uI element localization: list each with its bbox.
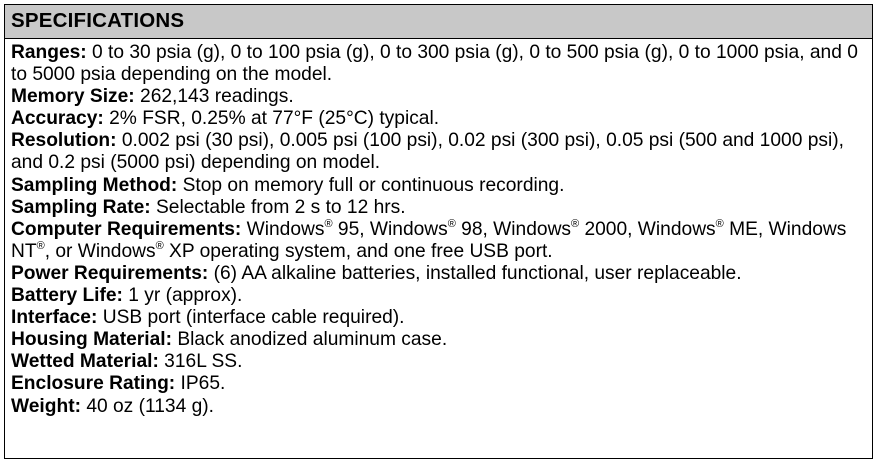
registered-mark: ® [447,217,456,230]
registered-mark: ® [155,239,164,252]
spec-memory-size [11,86,866,108]
spec-value: 0 to 30 psia (g), 0 to 100 psia (g), 0 to 300 psia (g), 0 to 500 psia (g), 0 to 1000 psia, and 0 to 5000 psia depending on the model. [11,42,858,86]
spec-housing-material [11,329,866,351]
specifications-panel [4,4,873,459]
spec-label: Weight: [11,395,81,417]
specifications-list [5,39,872,418]
spec-label: Wetted Material: [11,351,159,373]
spec-label: Ranges: [11,42,87,63]
spec-resolution [11,130,866,174]
spec-weight [11,396,866,418]
registered-mark: ® [324,217,333,230]
spec-sampling-method [11,175,866,197]
spec-value: USB port (interface cable required). [97,307,405,329]
registered-mark: ® [715,217,724,230]
spec-sampling-rate [11,197,866,219]
specifications-header: SPECIFICATIONS [5,5,872,39]
registered-mark: ® [571,217,580,230]
spec-label: Accuracy: [11,108,104,130]
spec-label: Battery Life: [11,285,123,307]
spec-value: Stop on memory full or continuous recording. [177,174,565,196]
spec-value: Black anodized aluminum case. [171,329,448,351]
spec-value: Selectable from 2 s to 12 hrs. [150,196,406,218]
spec-value: 316L SS. [158,351,243,373]
spec-accuracy [11,108,866,130]
registered-mark: ® [36,239,45,252]
spec-label: Power Requirements: [11,262,209,284]
spec-label: Housing Material: [11,329,172,351]
spec-label: Interface: [11,307,98,329]
spec-value: 1 yr (approx). [122,285,243,307]
spec-enclosure-rating [11,373,866,395]
spec-label: Sampling Method: [11,174,178,196]
spec-value: Windows [241,218,325,240]
spec-value: 2% FSR, 0.25% at 77°F (25°C) typical. [103,108,440,130]
spec-value: , or Windows [44,240,156,262]
spec-battery-life [11,285,866,307]
spec-value: 2000, Windows [579,218,716,240]
spec-computer-requirements [11,219,866,263]
spec-value: 40 oz (1134 g). [81,395,214,417]
spec-value: 0.002 psi (30 psi), 0.005 psi (100 psi), 0.02 psi (300 psi), 0.05 psi (500 and 1000 psi), and 0.2 psi (5000 psi) depending on model. [11,130,844,174]
spec-label: Enclosure Rating: [11,373,176,395]
spec-interface [11,307,866,329]
spec-value: 95, Windows [332,218,448,240]
spec-value: 262,143 readings. [134,86,294,108]
spec-value: 98, Windows [455,218,572,240]
spec-label: Sampling Rate: [11,196,151,218]
spec-value: (6) AA alkaline batteries, installed functional, user replaceable. [208,262,742,284]
spec-value: IP65. [175,373,226,395]
spec-power-requirements [11,263,866,285]
spec-value: XP operating system, and one free USB port. [163,240,553,262]
spec-label: Resolution: [11,130,117,152]
spec-ranges [11,42,866,86]
spec-label: Computer Requirements: [11,218,242,240]
spec-wetted-material [11,351,866,373]
spec-value: ME, Windows NT [11,218,847,262]
spec-label: Memory Size: [11,86,135,108]
